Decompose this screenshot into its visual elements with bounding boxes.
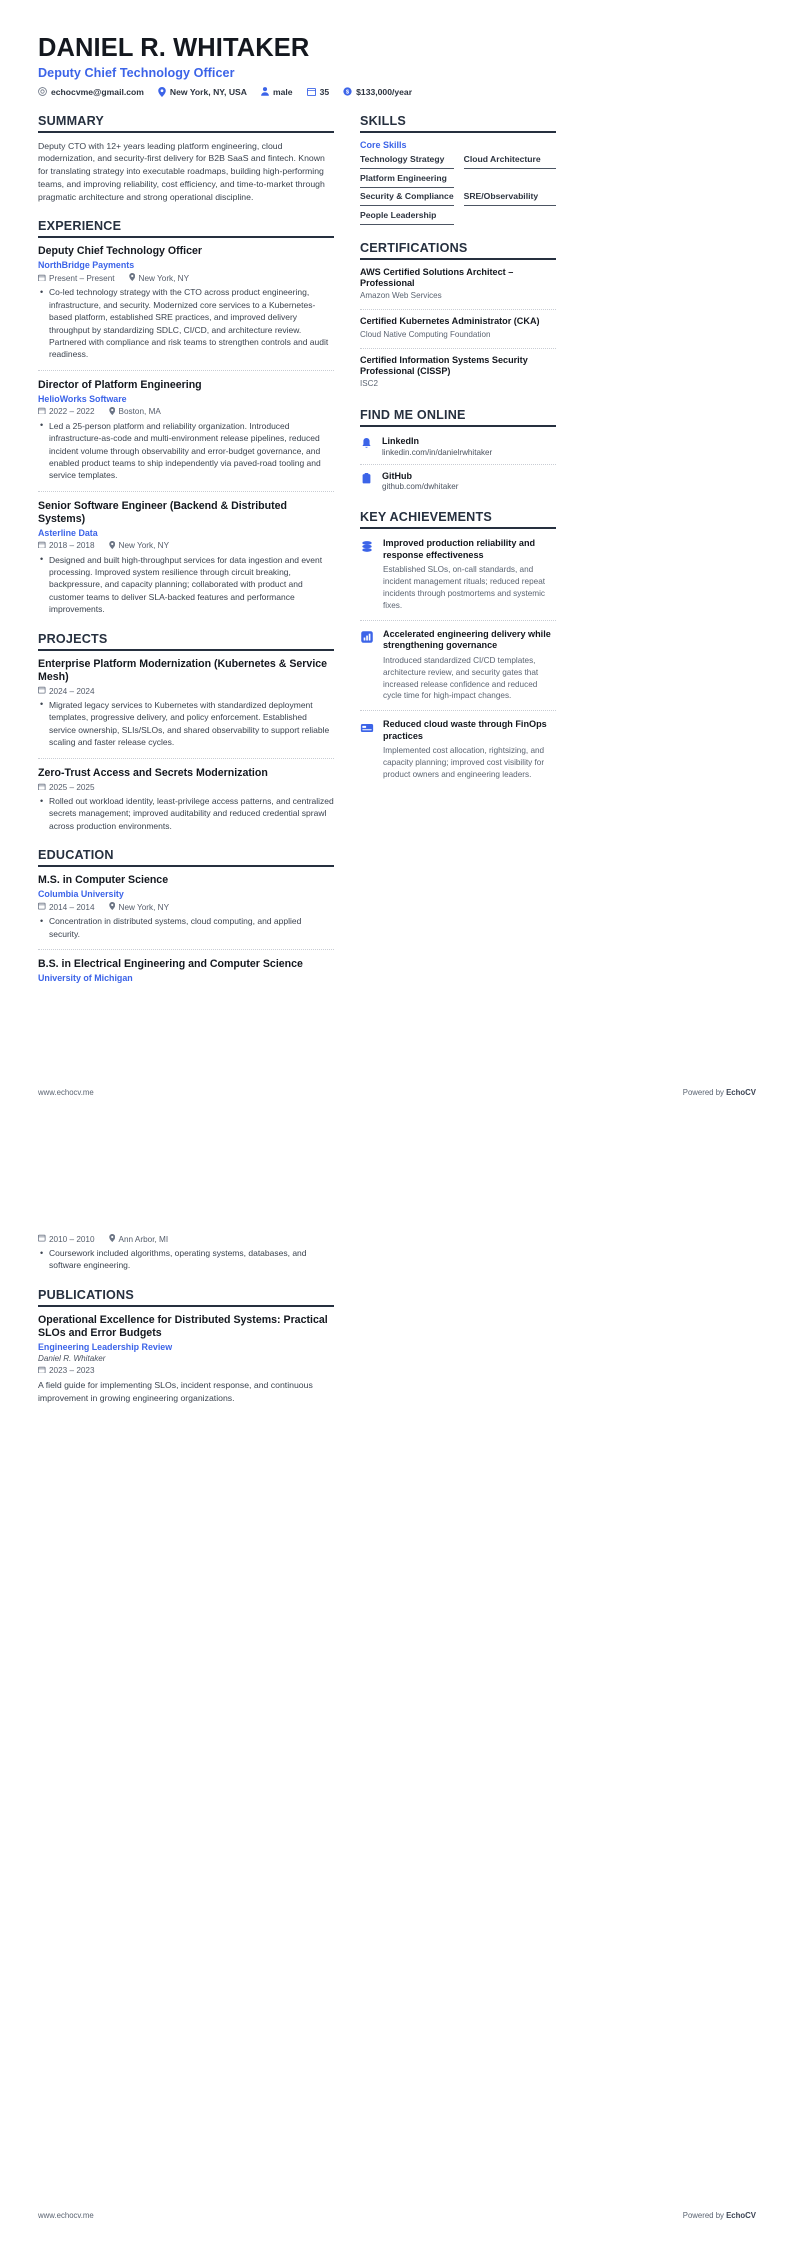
section-projects	[38, 632, 334, 833]
contact-row	[38, 87, 756, 97]
skills-grid	[360, 151, 556, 225]
education-dates-text: 2014 – 2014	[49, 902, 95, 912]
contact-age-text: 35	[319, 86, 330, 97]
calendar-icon	[38, 1234, 46, 1244]
education-school[interactable]: Columbia University	[38, 889, 124, 900]
publication-title: Operational Excellence for Distributed Systems: Practical SLOs and Error Budgets	[38, 1313, 328, 1339]
resume-body	[38, 114, 756, 999]
education-meta	[38, 1234, 334, 1244]
project-meta	[38, 783, 334, 793]
publication-dates	[38, 1366, 95, 1376]
project-dates	[38, 686, 95, 696]
section-heading-find-me-online: FIND ME ONLINE	[360, 408, 556, 427]
divider	[38, 949, 334, 950]
online-profile-url[interactable]: github.com/dwhitaker	[382, 482, 459, 492]
contact-salary-text: $133,000/year	[356, 86, 413, 97]
education-degree: B.S. in Electrical Engineering and Computer Science	[38, 957, 303, 970]
experience-location	[109, 407, 161, 417]
section-certifications	[360, 241, 556, 393]
project-bullets	[38, 795, 334, 832]
education-entry	[38, 958, 334, 983]
achievement-item	[360, 717, 556, 783]
bar-chart-icon	[360, 629, 375, 650]
section-heading-certifications: CERTIFICATIONS	[360, 241, 556, 260]
calendar-icon	[38, 541, 46, 551]
bullet-item: • Led a 25-person platform and reliability organization. Introduced infrastructure-as-code and multi-environment release pipelines, reduced incident volume through observability and error-budget governance, and enabled product teams to ship independently via paved-road tooling and service templates.	[38, 420, 334, 482]
certification-issuer: Amazon Web Services	[360, 291, 442, 301]
location-pin-icon	[158, 87, 166, 97]
contact-gender-text: male	[272, 86, 293, 97]
experience-location-text: Boston, MA	[118, 407, 161, 417]
experience-org[interactable]: NorthBridge Payments	[38, 260, 135, 271]
person-icon	[261, 87, 269, 96]
education-degree: M.S. in Computer Science	[38, 874, 169, 887]
education-entry-continued	[38, 1234, 334, 1272]
section-skills	[360, 114, 556, 225]
location-pin-icon	[109, 541, 116, 551]
section-education	[38, 848, 334, 983]
achievement-desc: Implemented cost allocation, rightsizing, and capacity planning; improved cost visibility for product owners and engineering leaders.	[383, 746, 545, 779]
calendar-icon	[38, 407, 46, 417]
email-icon	[38, 87, 47, 96]
achievement-title: Accelerated engineering delivery while strengthening governance	[383, 628, 551, 651]
education-school[interactable]: University of Michigan	[38, 972, 133, 983]
section-find-me-online	[360, 408, 556, 494]
publication-entry	[38, 1314, 334, 1405]
project-title: Zero-Trust Access and Secrets Modernization	[38, 766, 268, 779]
project-meta	[38, 686, 334, 696]
credit-card-icon	[360, 719, 375, 740]
education-dates-text: 2010 – 2010	[49, 1234, 95, 1244]
experience-dates-text: Present – Present	[49, 273, 115, 283]
skill-item: Platform Engineering	[360, 169, 454, 188]
experience-dates-text: 2018 – 2018	[49, 541, 95, 551]
section-heading-education: EDUCATION	[38, 848, 334, 867]
experience-dates	[38, 274, 115, 284]
achievement-text	[383, 538, 556, 611]
education-meta	[38, 902, 334, 912]
contact-location	[158, 87, 247, 97]
section-heading-experience: EXPERIENCE	[38, 219, 334, 238]
section-heading-summary: SUMMARY	[38, 114, 334, 133]
divider	[360, 309, 556, 310]
footer-site-url[interactable]: www.echocv.me	[38, 1088, 94, 1097]
contact-gender	[261, 87, 293, 97]
bullet-item: • Rolled out workload identity, least-privilege access patterns, and centralized secrets management; improved auditability and reduced credential sprawl across production environments.	[38, 795, 334, 832]
publication-meta	[38, 1366, 334, 1376]
page-footer	[38, 1088, 756, 1097]
achievement-item	[360, 627, 556, 704]
skills-group-label: Core Skills	[360, 139, 407, 150]
bullet-item: • Designed and built high-throughput services for data ingestion and event processing. Improved system resilience through circuit breaking, backpressure, and capacity planning; collaborated with product and customer teams to deliver SLA-backed features and performance improvements.	[38, 554, 334, 616]
online-profile-github[interactable]	[360, 469, 556, 495]
divider	[360, 620, 556, 621]
achievement-desc: Introduced standardized CI/CD templates, architecture review, and security gates that increased release confidence and reduced cycle time for high-impact changes.	[383, 655, 539, 701]
achievement-title: Reduced cloud waste through FinOps practices	[383, 719, 547, 741]
github-icon	[360, 471, 374, 490]
bullet-item: • Co-led technology strategy with the CTO across product engineering, infrastructure, and security. Modernized core services to a Kubernetes-based platform, established SRE practices, and improved delivery throughput by standardizing SDLC, CI/CD, and architecture review. Partnered with compliance and risk teams to strengthen controls and audit readiness.	[38, 286, 334, 360]
skill-item: Technology Strategy	[360, 151, 454, 170]
experience-location	[109, 541, 170, 551]
experience-org[interactable]: HelioWorks Software	[38, 393, 127, 404]
experience-entry	[38, 379, 334, 482]
education-location	[109, 1234, 169, 1244]
section-summary	[38, 114, 334, 204]
experience-title: Senior Software Engineer (Backend & Distributed Systems)	[38, 499, 287, 525]
education-location-text: New York, NY	[118, 902, 170, 912]
section-experience	[38, 219, 334, 615]
contact-age	[307, 87, 330, 97]
svg-text:$: $	[346, 89, 350, 96]
resume-body-page2	[38, 1231, 756, 1421]
section-heading-projects: PROJECTS	[38, 632, 334, 651]
experience-dates-text: 2022 – 2022	[49, 407, 95, 417]
calendar-icon	[307, 87, 316, 96]
calendar-icon	[38, 1366, 46, 1376]
achievement-item	[360, 536, 556, 613]
experience-location-text: New York, NY	[118, 541, 170, 551]
location-pin-icon	[109, 902, 116, 912]
experience-title: Deputy Chief Technology Officer	[38, 245, 203, 258]
certification-name: AWS Certified Solutions Architect – Professional	[360, 266, 514, 288]
contact-location-text: New York, NY, USA	[169, 86, 247, 97]
footer-powered-by	[683, 1088, 756, 1097]
experience-org[interactable]: Asterline Data	[38, 527, 98, 538]
achievement-desc: Established SLOs, on-call standards, and incident management rituals; reduced repeat incidents through postmortems and systemic fixes.	[383, 565, 546, 610]
linkedin-icon	[360, 436, 374, 455]
online-profile-text	[382, 471, 458, 492]
skill-item: Cloud Architecture	[464, 151, 556, 170]
project-entry	[38, 767, 334, 833]
education-location	[109, 902, 170, 912]
candidate-job-title: Deputy Chief Technology Officer	[38, 65, 235, 80]
experience-dates	[38, 541, 95, 551]
certification-item	[360, 316, 556, 342]
online-profile-text	[382, 436, 492, 457]
divider	[360, 710, 556, 711]
candidate-name: DANIEL R. WHITAKER	[38, 34, 310, 62]
right-column	[360, 114, 556, 799]
resume-header	[38, 34, 756, 97]
page-footer	[38, 2211, 756, 2220]
footer-powered-by	[683, 2211, 756, 2220]
project-dates-text: 2025 – 2025	[49, 782, 95, 792]
footer-brand-name: EchoCV	[726, 2211, 756, 2220]
online-profile-linkedin[interactable]	[360, 434, 556, 460]
skill-item-empty	[464, 206, 556, 225]
footer-powered-prefix: Powered by	[682, 2211, 727, 2220]
summary-text: Deputy CTO with 12+ years leading platform engineering, cloud modernization, and security-first delivery for B2B SaaS and fintech. Known for translating strategy into executable roadmaps, building high-performing teams, and improving reliability, cost efficiency, and time-to-market through pragmatic architecture and strong operational discipline.	[38, 140, 325, 202]
education-dates	[38, 902, 95, 912]
project-bullets	[38, 699, 334, 749]
bullet-item: • Concentration in distributed systems, cloud computing, and applied security.	[38, 915, 334, 940]
calendar-icon	[38, 686, 46, 696]
contact-salary	[343, 87, 412, 97]
skill-item: Security & Compliance	[360, 188, 454, 207]
experience-bullets	[38, 286, 334, 360]
left-column-page2	[38, 1231, 334, 1421]
certification-issuer: Cloud Native Computing Foundation	[360, 329, 491, 339]
project-dates	[38, 783, 95, 793]
education-location-text: Ann Arbor, MI	[118, 1234, 169, 1244]
location-pin-icon	[109, 407, 116, 417]
experience-dates	[38, 407, 95, 417]
section-heading-skills: SKILLS	[360, 114, 556, 133]
education-entry	[38, 874, 334, 940]
skill-item: SRE/Observability	[464, 188, 556, 207]
education-bullets	[38, 1247, 334, 1272]
online-profile-name: GitHub	[382, 470, 412, 481]
location-pin-icon	[109, 1234, 116, 1244]
certification-issuer: ISC2	[360, 379, 378, 389]
publication-journal[interactable]: Engineering Leadership Review	[38, 1341, 173, 1352]
achievement-text	[383, 629, 556, 702]
footer-site-url[interactable]: www.echocv.me	[38, 2211, 94, 2220]
publication-dates-text: 2023 – 2023	[49, 1365, 95, 1375]
experience-meta	[38, 273, 334, 283]
publication-description: A field guide for implementing SLOs, incident response, and continuous improvement in growing engineering organizations.	[38, 1380, 313, 1403]
experience-entry	[38, 245, 334, 360]
education-dates	[38, 1234, 95, 1244]
experience-location	[129, 273, 190, 283]
online-profile-name: LinkedIn	[382, 436, 420, 447]
skill-item: People Leadership	[360, 206, 454, 225]
skill-item-empty	[464, 169, 556, 188]
certification-item	[360, 355, 556, 393]
divider	[360, 464, 556, 465]
bullet-item: • Coursework included algorithms, operating systems, databases, and software engineering.	[38, 1247, 334, 1272]
section-key-achievements	[360, 510, 556, 783]
calendar-icon	[38, 902, 46, 912]
money-icon	[343, 87, 352, 96]
database-icon	[360, 538, 375, 559]
experience-location-text: New York, NY	[138, 273, 190, 283]
divider	[360, 348, 556, 349]
location-pin-icon	[129, 273, 136, 283]
calendar-icon	[38, 274, 46, 284]
education-bullets	[38, 915, 334, 940]
contact-email[interactable]	[38, 87, 144, 97]
experience-entry	[38, 500, 334, 616]
resume-page-2	[0, 1123, 794, 2246]
certification-item	[360, 267, 556, 305]
divider	[38, 491, 334, 492]
experience-meta	[38, 541, 334, 551]
footer-brand-name: EchoCV	[726, 1088, 756, 1097]
left-column	[38, 114, 334, 999]
certification-name: Certified Kubernetes Administrator (CKA)	[360, 316, 540, 327]
contact-email-text: echocvme@gmail.com	[51, 86, 144, 97]
section-heading-key-achievements: KEY ACHIEVEMENTS	[360, 510, 556, 529]
experience-meta	[38, 407, 334, 417]
divider	[38, 370, 334, 371]
project-title: Enterprise Platform Modernization (Kubernetes & Service Mesh)	[38, 657, 328, 683]
publication-author: Daniel R. Whitaker	[38, 1353, 106, 1363]
project-dates-text: 2024 – 2024	[49, 686, 95, 696]
project-entry	[38, 658, 334, 749]
section-heading-publications: PUBLICATIONS	[38, 1288, 334, 1307]
achievement-title: Improved production reliability and response effectiveness	[383, 538, 536, 560]
certification-name: Certified Information Systems Security Professional (CISSP)	[360, 354, 528, 376]
experience-bullets	[38, 420, 334, 482]
achievement-text	[383, 719, 556, 781]
experience-bullets	[38, 554, 334, 616]
divider	[38, 758, 334, 759]
online-profile-url[interactable]: linkedin.com/in/danielrwhitaker	[382, 447, 493, 457]
section-publications	[38, 1288, 334, 1405]
calendar-icon	[38, 783, 46, 793]
experience-title: Director of Platform Engineering	[38, 378, 202, 391]
footer-powered-prefix: Powered by	[682, 1088, 727, 1097]
bullet-item: • Migrated legacy services to Kubernetes with standardized deployment templates, progressive delivery, and policy enforcement. Established service ownership, SLIs/SLOs, and shared observability to support reliable scaling and faster release cycles.	[38, 699, 334, 749]
